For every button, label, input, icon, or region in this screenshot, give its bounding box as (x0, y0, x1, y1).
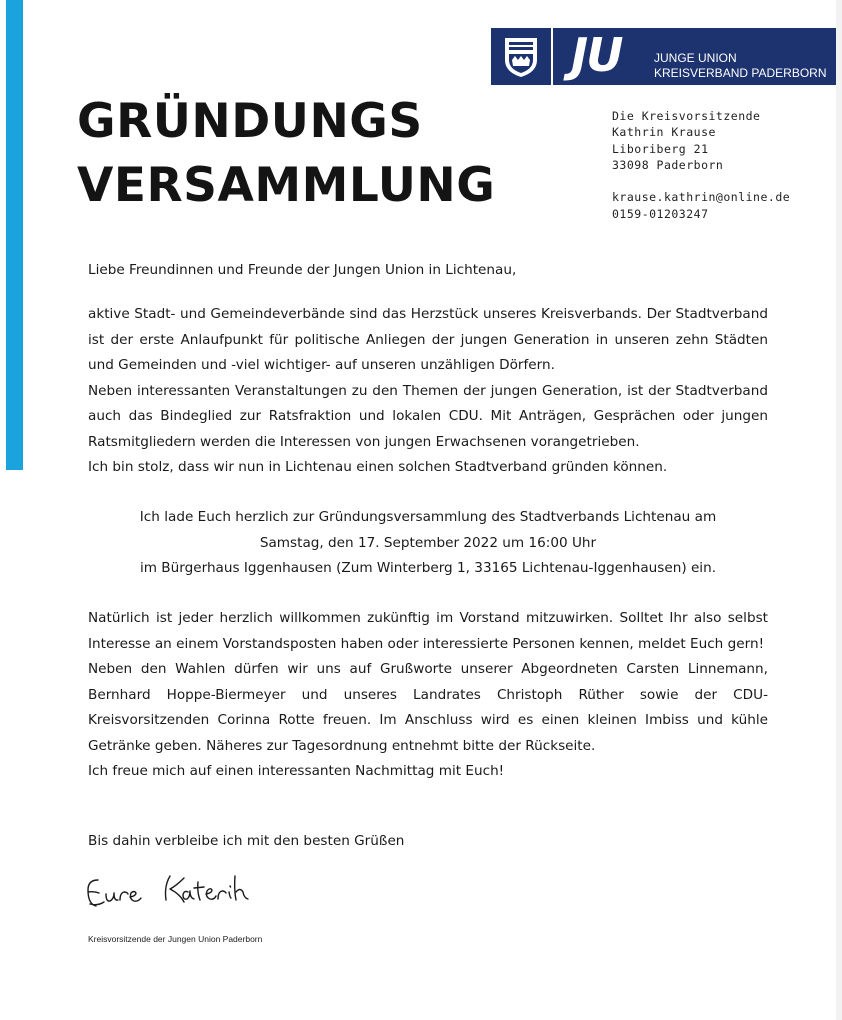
letter-closing (88, 829, 768, 855)
handwritten-signature (84, 866, 254, 916)
greeting-text: Liebe Freundinnen und Freunde der Jungen Union in Lichtenau, (88, 262, 517, 278)
contact-email: krause.kathrin@online.de (612, 190, 791, 205)
logo-mark: JU (571, 28, 622, 82)
contact-street: Liboriberg 21 (612, 141, 709, 156)
contact-phone: 0159-01203247 (612, 206, 709, 221)
invite-line-1: Ich lade Euch herzlich zur Gründungsversammlung des Stadtverbands Lichtenau am (139, 509, 717, 525)
page-title (77, 90, 495, 218)
letter-greeting (88, 258, 768, 284)
paragraph-2-sentence-3: Ich freue mich auf einen interessanten Nachmittag mit Euch! (88, 763, 505, 779)
letter-paragraph-1 (88, 302, 768, 481)
logo-org-name (654, 51, 826, 81)
accent-side-bar (6, 0, 23, 470)
paragraph-1-sentence-2: Neben interessanten Veranstaltungen zu den Themen der jungen Generation, ist der Stadtverband auch das Bindeglied zur Ratsfraktion und lokalen CDU. Mit Anträgen, Gesprächen oder jungen Ratsmitgliedern werden die Interessen von jungen Erwachsenen vorangetrieben. (88, 382, 768, 450)
logo-org-line1: JUNGE UNION (654, 51, 737, 65)
letter-paragraph-2 (88, 606, 768, 785)
contact-name: Kathrin Krause (612, 125, 716, 140)
paragraph-1-sentence-3: Ich bin stolz, dass wir nun in Lichtenau einen solchen Stadtverband gründen können. (88, 459, 668, 475)
paragraph-2-sentence-2: Neben den Wahlen dürfen wir uns auf Grußworte unserer Abgeordneten Carsten Linnemann, Bernhard Hoppe-Biermeyer und unseres Landrates Christoph Rüther sowie der CDU-Kreisvorsitzenden Corinna Rotte freuen. Im Anschluss wird es einen kleinen Imbiss und kühle Getränke geben. Näheres zur Tagesordnung entnehmt bitte der Rückseite. (88, 661, 768, 754)
invitation-block (88, 505, 768, 582)
contact-role: Die Kreisvorsitzende (612, 109, 761, 123)
paragraph-1-sentence-1: aktive Stadt- und Gemeindeverbände sind das Herzstück unseres Kreisverbands. Der Stadtverband ist der erste Anlaufpunkt für politische Anliegen der jungen Generation in unseren zehn Städten und Gemeinden und -viel wichtiger- auf unseren unzähligen Dörfern. (88, 306, 768, 373)
contact-spacer (612, 173, 790, 189)
contact-city: 33098 Paderborn (612, 157, 724, 172)
contact-block (612, 108, 790, 222)
invite-location: im Bürgerhaus Iggenhausen (Zum Winterberg 1, 33165 Lichtenau-Iggenhausen) ein. (139, 560, 717, 576)
logo-divider (551, 28, 553, 85)
title-line2: VERSAMMLUNG (77, 158, 496, 213)
closing-text: Bis dahin verbleibe ich mit den besten Grüßen (88, 833, 405, 849)
page-edge (836, 0, 842, 1020)
crest-icon (501, 36, 541, 78)
invite-date: Samstag, den 17. September 2022 um 16:00 Uhr (259, 534, 597, 551)
signature-caption: Kreisvorsitzende der Jungen Union Paderborn (88, 934, 263, 944)
title-line1: GRÜNDUNGS (77, 94, 423, 149)
junge-union-logo (491, 28, 836, 85)
logo-org-line2: KREISVERBAND PADERBORN (654, 66, 827, 80)
paragraph-2-sentence-1: Natürlich ist jeder herzlich willkommen zukünftig im Vorstand mitzuwirken. Solltet Ihr also selbst Interesse an einem Vorstandsposten haben oder interessierte Personen kennen, meldet Euch gern! (88, 610, 768, 652)
